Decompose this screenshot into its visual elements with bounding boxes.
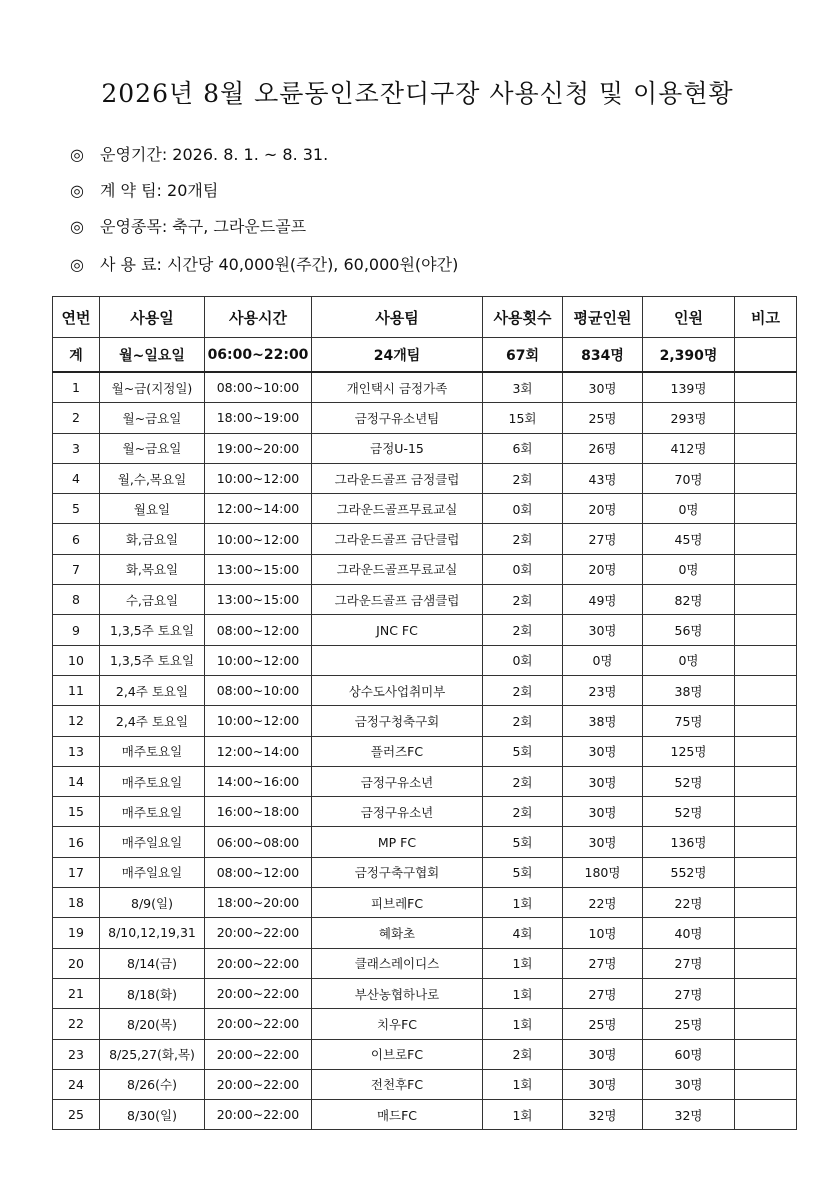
table-cell: 0회: [483, 645, 563, 675]
table-cell: 125명: [643, 736, 735, 766]
table-cell: 0명: [643, 554, 735, 584]
table-cell: [735, 1100, 797, 1130]
table-cell: 20:00~22:00: [205, 948, 312, 978]
table-cell: [735, 433, 797, 463]
table-row: [53, 857, 797, 887]
table-row: [53, 645, 797, 675]
summary-cell: [735, 338, 797, 373]
table-cell: 2회: [483, 797, 563, 827]
table-cell: 5회: [483, 827, 563, 857]
table-cell: 293명: [643, 403, 735, 433]
table-cell: 5: [53, 494, 100, 524]
table-cell: 전천후FC: [312, 1069, 483, 1099]
table-cell: 매주일요일: [100, 827, 205, 857]
bullet-icon: ◎: [70, 145, 84, 164]
table-cell: 82명: [643, 585, 735, 615]
table-row: [53, 766, 797, 796]
header-avg: 평균인원: [563, 297, 643, 338]
table-cell: 27명: [643, 948, 735, 978]
table-cell: 30명: [643, 1069, 735, 1099]
table-cell: 25명: [643, 1009, 735, 1039]
table-cell: 20:00~22:00: [205, 1100, 312, 1130]
table-cell: 20:00~22:00: [205, 1069, 312, 1099]
table-cell: 30명: [563, 736, 643, 766]
table-cell: 3회: [483, 372, 563, 403]
table-row: [53, 888, 797, 918]
table-cell: 08:00~12:00: [205, 857, 312, 887]
table-cell: [735, 888, 797, 918]
table-cell: 20:00~22:00: [205, 918, 312, 948]
table-cell: 플러즈FC: [312, 736, 483, 766]
table-row: [53, 554, 797, 584]
info-teams: [70, 178, 218, 201]
table-cell: 1회: [483, 978, 563, 1008]
summary-cell: 24개팀: [312, 338, 483, 373]
table-row: [53, 978, 797, 1008]
table-cell: [735, 1009, 797, 1039]
bullet-icon: ◎: [70, 255, 84, 274]
table-cell: 20명: [563, 554, 643, 584]
table-cell: 8/10,12,19,31: [100, 918, 205, 948]
table-cell: [735, 918, 797, 948]
info-text: 운영기간: 2026. 8. 1. ~ 8. 31.: [100, 145, 329, 164]
table-cell: 매주토요일: [100, 766, 205, 796]
table-cell: 매주토요일: [100, 736, 205, 766]
table-row: [53, 585, 797, 615]
table-cell: 2회: [483, 615, 563, 645]
table-cell: 12:00~14:00: [205, 494, 312, 524]
table-cell: 1회: [483, 1100, 563, 1130]
table-row: [53, 948, 797, 978]
table-cell: 16: [53, 827, 100, 857]
header-people: 인원: [643, 297, 735, 338]
table-cell: 20:00~22:00: [205, 1009, 312, 1039]
table-cell: 0명: [563, 645, 643, 675]
table-cell: 30명: [563, 797, 643, 827]
summary-cell: 계: [53, 338, 100, 373]
table-cell: 49명: [563, 585, 643, 615]
table-cell: 8/9(일): [100, 888, 205, 918]
table-cell: 56명: [643, 615, 735, 645]
table-cell: 38명: [563, 706, 643, 736]
table-cell: 27명: [643, 978, 735, 1008]
info-sports: [70, 214, 306, 237]
table-cell: 그라운드골프 금단클럽: [312, 524, 483, 554]
table-cell: 22: [53, 1009, 100, 1039]
table-cell: 금정구청축구회: [312, 706, 483, 736]
table-cell: 12:00~14:00: [205, 736, 312, 766]
table-cell: 7: [53, 554, 100, 584]
table-cell: 21: [53, 978, 100, 1008]
table-cell: 클래스레이디스: [312, 948, 483, 978]
table-cell: 4: [53, 463, 100, 493]
table-cell: 2회: [483, 524, 563, 554]
table-row: [53, 675, 797, 705]
table-cell: 52명: [643, 797, 735, 827]
table-cell: 27명: [563, 524, 643, 554]
table-cell: 8/20(목): [100, 1009, 205, 1039]
table-cell: 18:00~20:00: [205, 888, 312, 918]
table-cell: [735, 494, 797, 524]
table-cell: 1회: [483, 888, 563, 918]
table-cell: 그라운드골프무료교실: [312, 554, 483, 584]
table-cell: 그라운드골프 금샘클럽: [312, 585, 483, 615]
table-cell: [312, 645, 483, 675]
table-cell: 75명: [643, 706, 735, 736]
summary-row: [53, 338, 797, 373]
table-cell: 30명: [563, 1039, 643, 1069]
table-cell: 월,수,목요일: [100, 463, 205, 493]
table-cell: 부산농협하나로: [312, 978, 483, 1008]
table-row: [53, 524, 797, 554]
summary-cell: 06:00~22:00: [205, 338, 312, 373]
table-cell: 24: [53, 1069, 100, 1099]
table-cell: 매드FC: [312, 1100, 483, 1130]
table-cell: 06:00~08:00: [205, 827, 312, 857]
table-cell: 08:00~10:00: [205, 372, 312, 403]
table-cell: 1: [53, 372, 100, 403]
table-cell: 2,4주 토요일: [100, 706, 205, 736]
summary-cell: 67회: [483, 338, 563, 373]
info-text: 운영종목: 축구, 그라운드골프: [100, 217, 307, 236]
table-row: [53, 372, 797, 403]
table-cell: 0명: [643, 494, 735, 524]
table-cell: 10:00~12:00: [205, 524, 312, 554]
table-cell: 8/30(일): [100, 1100, 205, 1130]
table-cell: [735, 1039, 797, 1069]
table-cell: 30명: [563, 766, 643, 796]
table-cell: 27명: [563, 978, 643, 1008]
table-cell: 20:00~22:00: [205, 978, 312, 1008]
table-cell: [735, 403, 797, 433]
table-row: [53, 1009, 797, 1039]
table-row: [53, 1039, 797, 1069]
table-cell: 60명: [643, 1039, 735, 1069]
table-cell: 19: [53, 918, 100, 948]
table-row: [53, 1069, 797, 1099]
table-cell: 23: [53, 1039, 100, 1069]
table-cell: 43명: [563, 463, 643, 493]
table-cell: 월~금요일: [100, 403, 205, 433]
table-row: [53, 918, 797, 948]
info-text: 계 약 팀: 20개팀: [100, 181, 219, 200]
table-cell: 6회: [483, 433, 563, 463]
table-cell: 30명: [563, 827, 643, 857]
table-cell: 2회: [483, 766, 563, 796]
table-cell: 136명: [643, 827, 735, 857]
usage-table: [52, 296, 797, 1130]
table-cell: 8/14(금): [100, 948, 205, 978]
table-cell: 22명: [563, 888, 643, 918]
table-cell: 1회: [483, 1009, 563, 1039]
table-cell: [735, 675, 797, 705]
table-cell: 피브레FC: [312, 888, 483, 918]
header-time: 사용시간: [205, 297, 312, 338]
table-row: [53, 797, 797, 827]
table-cell: 40명: [643, 918, 735, 948]
table-cell: 16:00~18:00: [205, 797, 312, 827]
table-cell: 2회: [483, 1039, 563, 1069]
table-row: [53, 706, 797, 736]
table-cell: JNC FC: [312, 615, 483, 645]
table-cell: 월~금요일: [100, 433, 205, 463]
table-cell: 2회: [483, 675, 563, 705]
table-cell: 15회: [483, 403, 563, 433]
table-header-row: [53, 297, 797, 338]
header-date: 사용일: [100, 297, 205, 338]
table-cell: 8: [53, 585, 100, 615]
table-cell: 13: [53, 736, 100, 766]
table-cell: 25: [53, 1100, 100, 1130]
table-cell: 18:00~19:00: [205, 403, 312, 433]
header-count: 사용횟수: [483, 297, 563, 338]
table-cell: 10: [53, 645, 100, 675]
table-cell: MP FC: [312, 827, 483, 857]
table-row: [53, 463, 797, 493]
table-cell: 10:00~12:00: [205, 463, 312, 493]
table-cell: 552명: [643, 857, 735, 887]
table-cell: [735, 372, 797, 403]
table-cell: 20명: [563, 494, 643, 524]
page-title: 2026년 8월 오륜동인조잔디구장 사용신청 및 이용현황: [101, 79, 734, 108]
table-cell: 52명: [643, 766, 735, 796]
table-cell: [735, 736, 797, 766]
table-cell: 금정구유소년: [312, 797, 483, 827]
table-cell: 180명: [563, 857, 643, 887]
summary-cell: 2,390명: [643, 338, 735, 373]
table-cell: 27명: [563, 948, 643, 978]
table-row: [53, 1100, 797, 1130]
summary-cell: 월~일요일: [100, 338, 205, 373]
table-cell: 5회: [483, 857, 563, 887]
table-cell: 4회: [483, 918, 563, 948]
table-cell: 70명: [643, 463, 735, 493]
header-no: 연번: [53, 297, 100, 338]
table-cell: [735, 797, 797, 827]
table-row: [53, 827, 797, 857]
table-cell: 08:00~12:00: [205, 615, 312, 645]
table-cell: 10:00~12:00: [205, 645, 312, 675]
table-cell: 45명: [643, 524, 735, 554]
table-cell: 월요일: [100, 494, 205, 524]
table-cell: 18: [53, 888, 100, 918]
table-cell: [735, 766, 797, 796]
bullet-icon: ◎: [70, 217, 84, 236]
table-cell: 수,금요일: [100, 585, 205, 615]
table-cell: 그라운드골프무료교실: [312, 494, 483, 524]
table-cell: 0회: [483, 554, 563, 584]
table-cell: 2: [53, 403, 100, 433]
table-cell: 30명: [563, 372, 643, 403]
table-cell: [735, 857, 797, 887]
table-cell: 0회: [483, 494, 563, 524]
table-cell: 13:00~15:00: [205, 585, 312, 615]
header-team: 사용팀: [312, 297, 483, 338]
table-cell: 그라운드골프 금정클럽: [312, 463, 483, 493]
table-cell: 9: [53, 615, 100, 645]
table-cell: 금정U-15: [312, 433, 483, 463]
table-cell: 30명: [563, 615, 643, 645]
table-cell: 26명: [563, 433, 643, 463]
table-cell: 8/25,27(화,목): [100, 1039, 205, 1069]
table-cell: [735, 645, 797, 675]
table-cell: 이브로FC: [312, 1039, 483, 1069]
table-cell: 22명: [643, 888, 735, 918]
table-cell: 3: [53, 433, 100, 463]
table-cell: 17: [53, 857, 100, 887]
table-cell: 매주일요일: [100, 857, 205, 887]
table-cell: 상수도사업취미부: [312, 675, 483, 705]
table-cell: [735, 1069, 797, 1099]
table-cell: 1회: [483, 1069, 563, 1099]
table-cell: [735, 827, 797, 857]
table-cell: 화,목요일: [100, 554, 205, 584]
table-cell: 32명: [563, 1100, 643, 1130]
info-period: [70, 142, 328, 165]
table-cell: 1,3,5주 토요일: [100, 645, 205, 675]
table-row: [53, 615, 797, 645]
table-cell: 14: [53, 766, 100, 796]
bullet-icon: ◎: [70, 181, 84, 200]
table-cell: 10:00~12:00: [205, 706, 312, 736]
info-text: 사 용 료: 시간당 40,000원(주간), 60,000원(야간): [100, 255, 459, 274]
table-cell: 6: [53, 524, 100, 554]
table-cell: [735, 948, 797, 978]
info-fee: [70, 252, 458, 275]
table-cell: [735, 554, 797, 584]
table-cell: 매주토요일: [100, 797, 205, 827]
table-cell: 32명: [643, 1100, 735, 1130]
table-cell: 8/18(화): [100, 978, 205, 1008]
table-cell: 30명: [563, 1069, 643, 1099]
summary-cell: 834명: [563, 338, 643, 373]
table-cell: 25명: [563, 403, 643, 433]
table-cell: 금정구축구협회: [312, 857, 483, 887]
table-cell: [735, 463, 797, 493]
table-cell: 1,3,5주 토요일: [100, 615, 205, 645]
table-cell: 19:00~20:00: [205, 433, 312, 463]
table-row: [53, 736, 797, 766]
table-cell: 화,금요일: [100, 524, 205, 554]
table-cell: 치우FC: [312, 1009, 483, 1039]
table-cell: 23명: [563, 675, 643, 705]
table-cell: 금정구유소년: [312, 766, 483, 796]
table-cell: 0명: [643, 645, 735, 675]
table-cell: [735, 615, 797, 645]
table-cell: 월~금(지정일): [100, 372, 205, 403]
table-cell: 2회: [483, 585, 563, 615]
table-row: [53, 403, 797, 433]
table-cell: 개인택시 금정가족: [312, 372, 483, 403]
table-cell: [735, 524, 797, 554]
table-cell: 08:00~10:00: [205, 675, 312, 705]
table-cell: 38명: [643, 675, 735, 705]
header-note: 비고: [735, 297, 797, 338]
table-cell: 14:00~16:00: [205, 766, 312, 796]
table-cell: 412명: [643, 433, 735, 463]
table-cell: 5회: [483, 736, 563, 766]
table-cell: 금정구유소년팀: [312, 403, 483, 433]
table-cell: 20:00~22:00: [205, 1039, 312, 1069]
table-cell: [735, 978, 797, 1008]
table-cell: 8/26(수): [100, 1069, 205, 1099]
table-cell: [735, 706, 797, 736]
table-cell: 2회: [483, 463, 563, 493]
table-row: [53, 494, 797, 524]
table-cell: 15: [53, 797, 100, 827]
table-cell: 1회: [483, 948, 563, 978]
table-cell: 2회: [483, 706, 563, 736]
table-cell: [735, 585, 797, 615]
table-row: [53, 433, 797, 463]
table-cell: 12: [53, 706, 100, 736]
table-cell: 25명: [563, 1009, 643, 1039]
table-cell: 10명: [563, 918, 643, 948]
table-cell: 2,4주 토요일: [100, 675, 205, 705]
table-cell: 11: [53, 675, 100, 705]
table-cell: 13:00~15:00: [205, 554, 312, 584]
table-cell: 혜화초: [312, 918, 483, 948]
table-cell: 139명: [643, 372, 735, 403]
table-cell: 20: [53, 948, 100, 978]
